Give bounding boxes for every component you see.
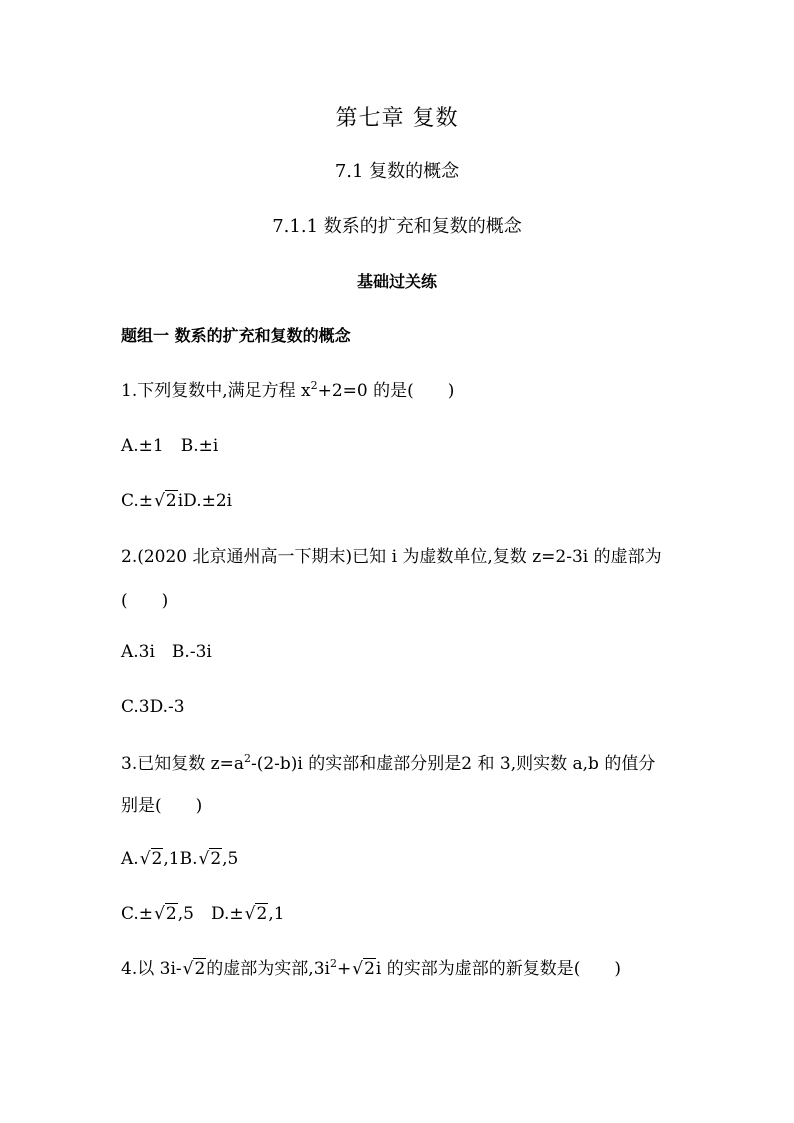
q1-stem-pre: 1.下列复数中,满足方程 x (121, 381, 311, 401)
q2-stem-text: )已知 i 为虚数单位,复数 z=2-3i 的虚部为 (345, 547, 662, 567)
q3-stem-pre: 3.已知复数 z=a (121, 754, 244, 774)
radicand: 2 (165, 491, 177, 511)
question-2-option-a: A.3i B.-3i (121, 642, 212, 662)
q4-stem-mid: 的虚部为实部,3i (206, 959, 330, 979)
practice-title: 基础过关练 (356, 272, 437, 291)
section-title: 7.1 复数的概念 (334, 161, 460, 182)
q3-exponent: 2 (243, 752, 251, 765)
q3-opta-mid: ,1B. (163, 849, 198, 869)
question-3-option-c (121, 903, 285, 925)
q3-opta-post: ,5 (222, 849, 239, 869)
q3-opta-pre: A. (121, 849, 139, 869)
question-3-stem (121, 753, 655, 775)
q3-optc-mid: ,5 D.± (177, 904, 244, 924)
sqrt-sign: √2 (154, 904, 177, 924)
q4-exponent: 2 (329, 957, 337, 970)
question-4-stem (121, 958, 621, 980)
q2-prefix: 2.(2020 (121, 547, 193, 567)
q3-optc-pre: C.± (121, 904, 154, 924)
question-group-title: 题组一 数系的扩充和复数的概念 (121, 326, 351, 345)
question-2-option-c: C.3D.-3 (121, 697, 185, 717)
q4-stem-post: i 的实部为虚部的新复数是( ) (375, 959, 621, 979)
question-2-stem (121, 546, 662, 568)
q1-optc-pre: C.± (121, 491, 154, 511)
subsection-title: 7.1.1 数系的扩充和复数的概念 (272, 216, 522, 237)
sqrt-sign: √2 (154, 491, 177, 511)
radicand: 2 (210, 849, 222, 869)
q1-optc-post: iD.±2i (177, 491, 233, 511)
chapter-title: 第七章 复数 (335, 106, 459, 131)
sqrt-sign: √2 (244, 904, 268, 924)
radicand: 2 (364, 959, 375, 979)
sqrt-sign: √2 (198, 849, 222, 869)
radicand: 2 (151, 849, 163, 869)
sqrt-sign: √2 (139, 849, 163, 869)
q4-stem-mid2: + (336, 959, 352, 979)
question-3-option-a (121, 848, 238, 870)
question-1-option-a: A.±1 B.±i (121, 436, 219, 456)
sqrt-sign: √2 (182, 959, 206, 979)
question-2-stem-cont: ( ) (121, 591, 169, 611)
radicand: 2 (165, 904, 177, 924)
q1-exponent: 2 (310, 379, 318, 392)
q1-stem-post: +2=0 的是( ) (317, 381, 455, 401)
question-1-option-c (121, 490, 232, 512)
q4-stem-pre: 4.以 3i- (121, 959, 182, 979)
radicand: 2 (256, 904, 268, 924)
q3-stem-post: -(2-b)i 的实部和虚部分别是2 和 3,则实数 a,b 的值分 (250, 754, 656, 774)
radicand: 2 (194, 959, 206, 979)
question-3-stem-cont: 别是( ) (121, 796, 203, 816)
q3-optc-post: ,1 (268, 904, 285, 924)
q2-source: 北京通州高一下期末 (192, 547, 346, 567)
sqrt-sign: √2 (352, 959, 375, 979)
question-1-stem (121, 380, 454, 402)
